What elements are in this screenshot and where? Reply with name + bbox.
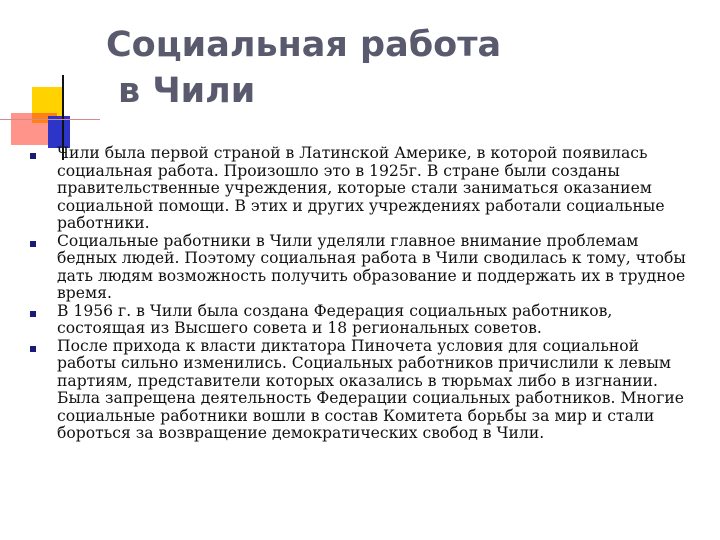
horizontal-divider-line <box>0 119 100 120</box>
slide-title-line-2: в Чили <box>118 71 256 111</box>
bullet-square-icon <box>30 241 36 247</box>
bullet-square-icon <box>30 311 36 317</box>
bullet-item <box>30 338 700 443</box>
decorative-squares-graphic <box>0 0 100 160</box>
bullet-item <box>30 303 700 338</box>
bullet-item <box>30 145 700 233</box>
bullet-square-icon <box>30 346 36 352</box>
bullet-text: Социальные работники в Чили уделяли главное внимание проблемам бедных людей. Поэтому социальная работа в Чили сводилась к тому, чтобы дать людям возможность получить образование и поддержать их в трудное время. <box>57 231 686 302</box>
slide-title-line-1: Социальная работа <box>106 25 502 65</box>
bullet-list <box>30 145 700 443</box>
bullet-square-icon <box>30 153 36 159</box>
bullet-text: В 1956 г. в Чили была создана Федерация социальных работников, состоящая из Высшего совета и 18 региональных советов. <box>57 301 613 337</box>
slide-title <box>106 22 666 114</box>
bullet-text: Чили была первой страной в Латинской Америке, в которой появилась социальная работа. Произошло это в 1925г. В стране были созданы правительственные учреждения, которые стали заниматься оказанием социальной помощи. В этих и других учреждениях работали социальные работники. <box>57 144 665 232</box>
bullet-item <box>30 233 700 303</box>
bullet-text: После прихода к власти диктатора Пиночета условия для социальной работы сильно изменились. Социальных работников причислили к левым партиям, представители которых оказались в тюрьмах либо в изгнании. Была запрещена деятельность Федерации социальных работников. Многие социальные работники вошли в состав Комитета борьбы за мир и стали бороться за возвращение демократических свобод в Чили. <box>57 336 684 442</box>
